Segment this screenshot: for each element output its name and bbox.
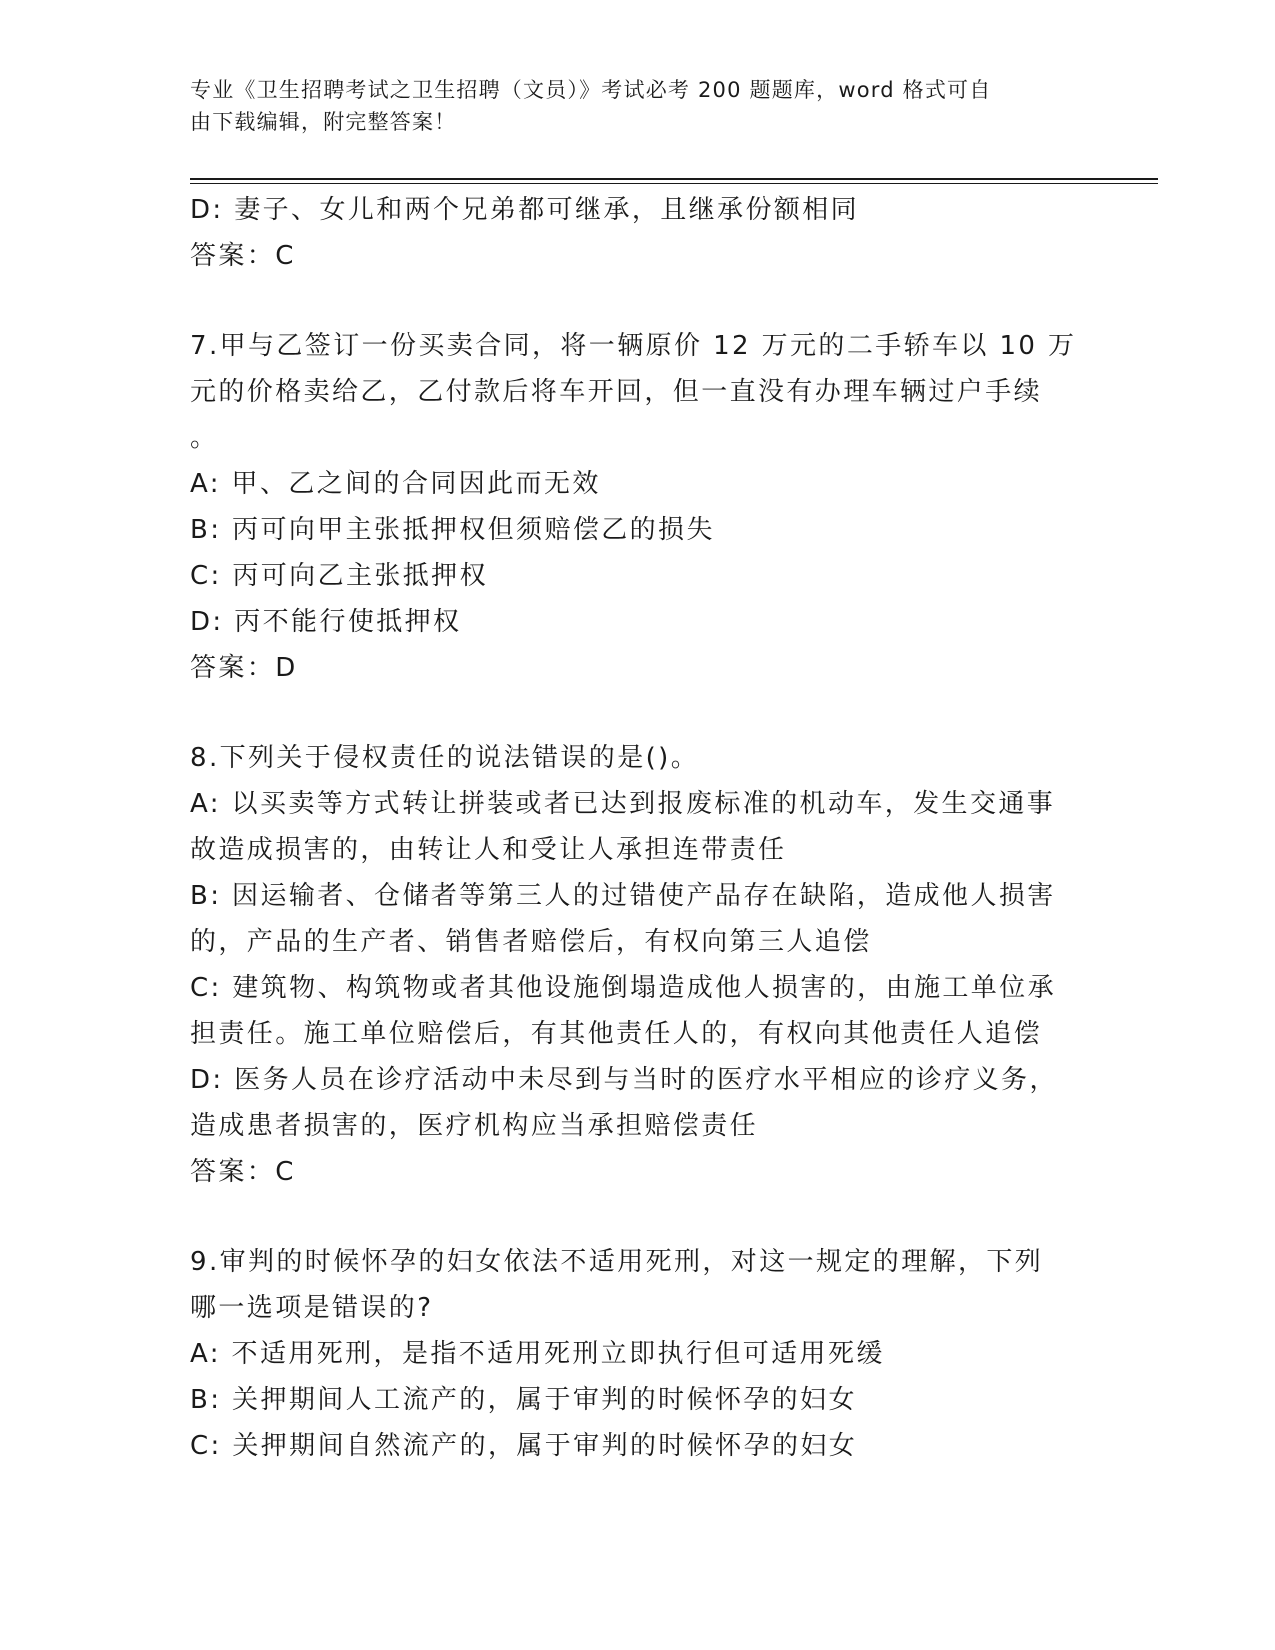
- header-line-2: 由下载编辑，附完整答案！: [190, 110, 457, 134]
- q7-option-c: C: 丙可向乙主张抵押权: [190, 561, 488, 591]
- q9-stem-line-2: 哪一选项是错误的?: [190, 1293, 434, 1323]
- q8-answer: 答案：C: [190, 1157, 296, 1187]
- spacer: [190, 1195, 1090, 1239]
- q8-option-d-line-1: D: 医务人员在诊疗活动中未尽到与当时的医疗水平相应的诊疗义务，: [190, 1065, 1058, 1095]
- spacer: [190, 279, 1090, 323]
- spacer: [190, 691, 1090, 735]
- header-divider-thin: [190, 183, 1158, 184]
- q8-stem: 8.下列关于侵权责任的说法错误的是()。: [190, 743, 700, 773]
- q7-option-a: A: 甲、乙之间的合同因此而无效: [190, 469, 601, 499]
- q7-stem-line-1: 7.甲与乙签订一份买卖合同，将一辆原价 12 万元的二手轿车以 10 万: [190, 331, 1077, 361]
- q9-stem-line-1: 9.审判的时候怀孕的妇女依法不适用死刑，对这一规定的理解，下列: [190, 1247, 1044, 1277]
- question-8: [190, 735, 1090, 1195]
- question-9: [190, 1239, 1090, 1469]
- q6-answer: 答案：C: [190, 241, 296, 271]
- header-line-1: 专业《卫生招聘考试之卫生招聘（文员）》考试必考 200 题题库，word 格式可自: [190, 78, 992, 102]
- question-6-tail: [190, 187, 1090, 279]
- question-content: [190, 187, 1090, 1469]
- q8-option-a-line-1: A: 以买卖等方式转让拼装或者已达到报废标准的机动车，发生交通事: [190, 789, 1056, 819]
- q8-option-d-line-2: 造成患者损害的，医疗机构应当承担赔偿责任: [190, 1111, 759, 1141]
- q8-option-b-line-2: 的，产品的生产者、销售者赔偿后，有权向第三人追偿: [190, 927, 872, 957]
- q8-option-c-line-2: 担责任。施工单位赔偿后，有其他责任人的，有权向其他责任人追偿: [190, 1019, 1043, 1049]
- q7-stem-line-2: 元的价格卖给乙，乙付款后将车开回，但一直没有办理车辆过户手续: [190, 377, 1043, 407]
- document-header: [190, 74, 1090, 138]
- q7-option-b: B: 丙可向甲主张抵押权但须赔偿乙的损失: [190, 515, 715, 545]
- q7-stem-line-3: 。: [190, 423, 219, 453]
- header-divider-thick: [190, 178, 1158, 180]
- q9-option-c: C: 关押期间自然流产的，属于审判的时候怀孕的妇女: [190, 1431, 858, 1461]
- q9-option-a: A: 不适用死刑，是指不适用死刑立即执行但可适用死缓: [190, 1339, 885, 1369]
- q7-answer: 答案：D: [190, 653, 298, 683]
- q9-option-b: B: 关押期间人工流产的，属于审判的时候怀孕的妇女: [190, 1385, 857, 1415]
- q7-option-d: D: 丙不能行使抵押权: [190, 607, 462, 637]
- q6-option-d: D: 妻子、女儿和两个兄弟都可继承，且继承份额相同: [190, 195, 860, 225]
- q8-option-b-line-1: B: 因运输者、仓储者等第三人的过错使产品存在缺陷，造成他人损害: [190, 881, 1056, 911]
- q8-option-c-line-1: C: 建筑物、构筑物或者其他设施倒塌造成他人损害的，由施工单位承: [190, 973, 1056, 1003]
- q8-option-a-line-2: 故造成损害的，由转让人和受让人承担连带责任: [190, 835, 787, 865]
- question-7: [190, 323, 1090, 691]
